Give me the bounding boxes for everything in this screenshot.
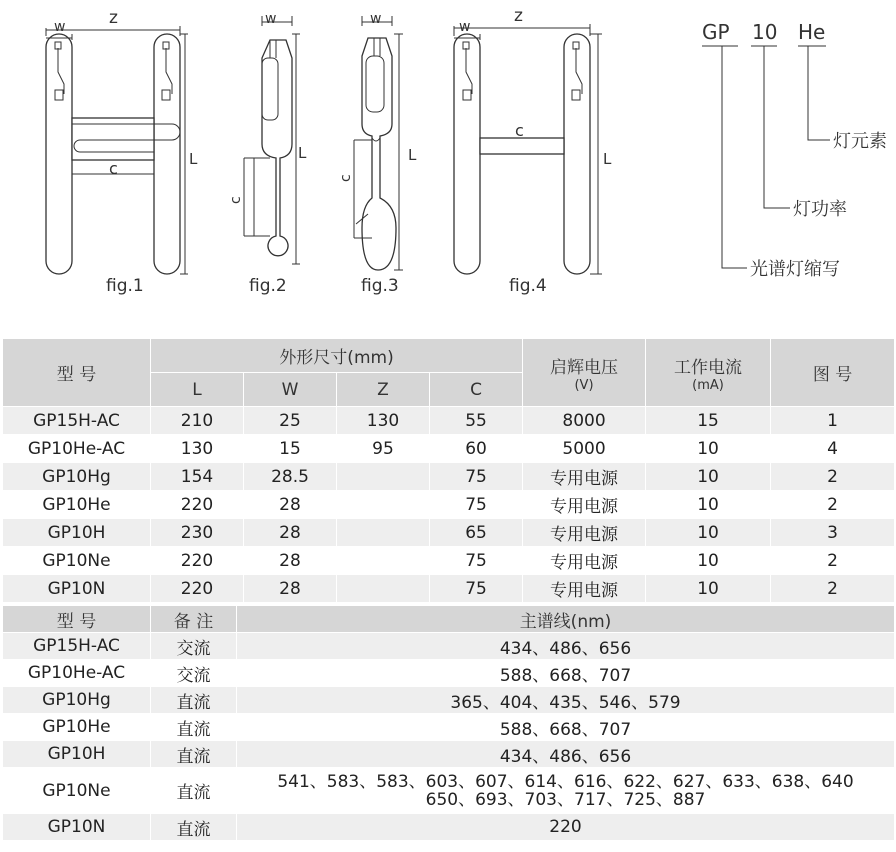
spec-header-z: Z (337, 373, 430, 407)
current-cell: 10 (646, 547, 771, 575)
fig3-dim-l: L (408, 146, 417, 164)
fig2-drawing (244, 16, 300, 264)
table-row (3, 714, 895, 741)
fig2-dim-w: w (265, 11, 277, 27)
fig2-dim-l: L (298, 144, 307, 162)
z-cell: 130 (337, 407, 430, 435)
voltage-cell: 专用电源 (523, 491, 646, 519)
table-row (3, 491, 895, 519)
fig4-dim-w: w (459, 19, 471, 35)
spec-header-current (646, 339, 771, 407)
fig4-dim-c: c (515, 121, 524, 140)
model-cell: GP10N (3, 814, 151, 841)
lines-cell: 434、486、656 (237, 633, 895, 660)
note-cell: 直流 (151, 814, 237, 841)
spec-header-fig: 图 号 (771, 339, 895, 407)
c-cell: 75 (430, 463, 523, 491)
lines-cell-line2: 650、693、703、717、725、887 (425, 789, 706, 810)
model-cell: GP15H-AC (3, 407, 151, 435)
fig3-label: fig.3 (361, 276, 399, 296)
lines-cell: 588、668、707 (237, 660, 895, 687)
spec-header-current-unit: (mA) (692, 377, 724, 393)
w-cell: 28 (244, 575, 337, 603)
model-cell: GP10N (3, 575, 151, 603)
fig1-dim-c: c (109, 159, 118, 178)
spec-header-current-label: 工作电流 (674, 357, 743, 378)
z-cell-empty (337, 547, 430, 575)
current-cell: 15 (646, 407, 771, 435)
model-cell: GP10He-AC (3, 435, 151, 463)
fig1-dim-l: L (189, 150, 198, 168)
spec-header-model: 型 号 (3, 339, 151, 407)
current-cell: 10 (646, 463, 771, 491)
fig-cell: 2 (771, 575, 895, 603)
current-cell: 10 (646, 575, 771, 603)
voltage-cell: 专用电源 (523, 547, 646, 575)
spec-header-w: W (244, 373, 337, 407)
model-cell: GP10Hg (3, 687, 151, 714)
voltage-cell: 5000 (523, 435, 646, 463)
spec-header-voltage-unit: (V) (574, 377, 594, 393)
spec-header-dims: 外形尺寸(mm) (151, 339, 523, 373)
table-row (3, 435, 895, 463)
spectral-lines-table (2, 605, 895, 841)
w-cell: 15 (244, 435, 337, 463)
model-cell: GP10He (3, 491, 151, 519)
note-cell: 直流 (151, 714, 237, 741)
table-row (3, 575, 895, 603)
model-cell: GP10He-AC (3, 660, 151, 687)
fig-cell: 4 (771, 435, 895, 463)
table-row (3, 814, 895, 841)
z-cell-empty (337, 491, 430, 519)
table-row (3, 463, 895, 491)
table-row (3, 687, 895, 714)
fig-cell: 1 (771, 407, 895, 435)
fig-cell: 2 (771, 547, 895, 575)
c-cell: 60 (430, 435, 523, 463)
lines-header-model: 型 号 (3, 606, 151, 633)
lines-cell: 220 (237, 814, 895, 841)
spec-table (2, 338, 895, 603)
c-cell: 55 (430, 407, 523, 435)
z-cell-empty (337, 463, 430, 491)
spec-header-voltage (523, 339, 646, 407)
current-cell: 10 (646, 435, 771, 463)
fig4-drawing (454, 24, 602, 274)
fig2-label: fig.2 (249, 276, 287, 296)
table-row (3, 741, 895, 768)
c-cell: 65 (430, 519, 523, 547)
voltage-cell: 专用电源 (523, 463, 646, 491)
l-cell: 220 (151, 547, 244, 575)
c-cell: 75 (430, 491, 523, 519)
lines-header-lines: 主谱线(nm) (237, 606, 895, 633)
model-cell: GP15H-AC (3, 633, 151, 660)
note-cell: 直流 (151, 741, 237, 768)
naming-desc-element: 灯元素 (833, 131, 887, 152)
naming-part-he: He (798, 20, 826, 44)
fig-cell: 2 (771, 491, 895, 519)
l-cell: 130 (151, 435, 244, 463)
l-cell: 220 (151, 575, 244, 603)
model-cell: GP10Ne (3, 768, 151, 814)
lines-cell (237, 768, 895, 814)
l-cell: 220 (151, 491, 244, 519)
naming-diagram (702, 46, 830, 268)
lines-cell-line1: 541、583、583、603、607、614、616、622、627、633、638、640 (277, 771, 854, 792)
c-cell: 75 (430, 547, 523, 575)
table-row (3, 547, 895, 575)
fig3-drawing (354, 16, 403, 270)
table-row (3, 633, 895, 660)
naming-part-10: 10 (752, 20, 778, 44)
w-cell: 28 (244, 519, 337, 547)
w-cell: 28 (244, 547, 337, 575)
fig1-dim-w: w (54, 19, 66, 35)
voltage-cell: 8000 (523, 407, 646, 435)
table-row (3, 519, 895, 547)
table-row (3, 660, 895, 687)
z-cell: 95 (337, 435, 430, 463)
w-cell: 28 (244, 491, 337, 519)
fig1-label: fig.1 (106, 276, 144, 296)
lines-cell: 365、404、435、546、579 (237, 687, 895, 714)
lines-header-note: 备 注 (151, 606, 237, 633)
fig4-dim-l: L (603, 150, 612, 168)
naming-part-gp: GP (702, 20, 730, 44)
w-cell: 25 (244, 407, 337, 435)
note-cell: 交流 (151, 633, 237, 660)
lines-cell: 434、486、656 (237, 741, 895, 768)
model-cell: GP10H (3, 519, 151, 547)
fig4-label: fig.4 (509, 276, 547, 296)
note-cell: 直流 (151, 768, 237, 814)
voltage-cell: 专用电源 (523, 575, 646, 603)
z-cell-empty (337, 575, 430, 603)
fig3-dim-w: w (370, 11, 382, 27)
spec-header-l: L (151, 373, 244, 407)
l-cell: 210 (151, 407, 244, 435)
voltage-cell: 专用电源 (523, 519, 646, 547)
c-cell: 75 (430, 575, 523, 603)
l-cell: 230 (151, 519, 244, 547)
l-cell: 154 (151, 463, 244, 491)
current-cell: 10 (646, 491, 771, 519)
table-row (3, 768, 895, 814)
lamp-figures (0, 0, 896, 336)
model-cell: GP10Ne (3, 547, 151, 575)
fig1-drawing (46, 26, 188, 274)
fig-cell: 2 (771, 463, 895, 491)
spec-header-voltage-label: 启辉电压 (550, 357, 619, 378)
current-cell: 10 (646, 519, 771, 547)
model-cell: GP10Hg (3, 463, 151, 491)
spec-header-c: C (430, 373, 523, 407)
lines-cell: 588、668、707 (237, 714, 895, 741)
fig3-dim-c: c (338, 174, 354, 182)
fig1-dim-z: z (109, 8, 118, 28)
model-cell: GP10He (3, 714, 151, 741)
w-cell: 28.5 (244, 463, 337, 491)
note-cell: 交流 (151, 660, 237, 687)
table-row (3, 407, 895, 435)
model-cell: GP10H (3, 741, 151, 768)
note-cell: 直流 (151, 687, 237, 714)
fig4-dim-z: z (514, 6, 523, 26)
fig2-dim-c: c (228, 196, 244, 204)
z-cell-empty (337, 519, 430, 547)
naming-desc-power: 灯功率 (793, 199, 847, 220)
naming-desc-abbr: 光谱灯缩写 (750, 259, 840, 280)
fig-cell: 3 (771, 519, 895, 547)
